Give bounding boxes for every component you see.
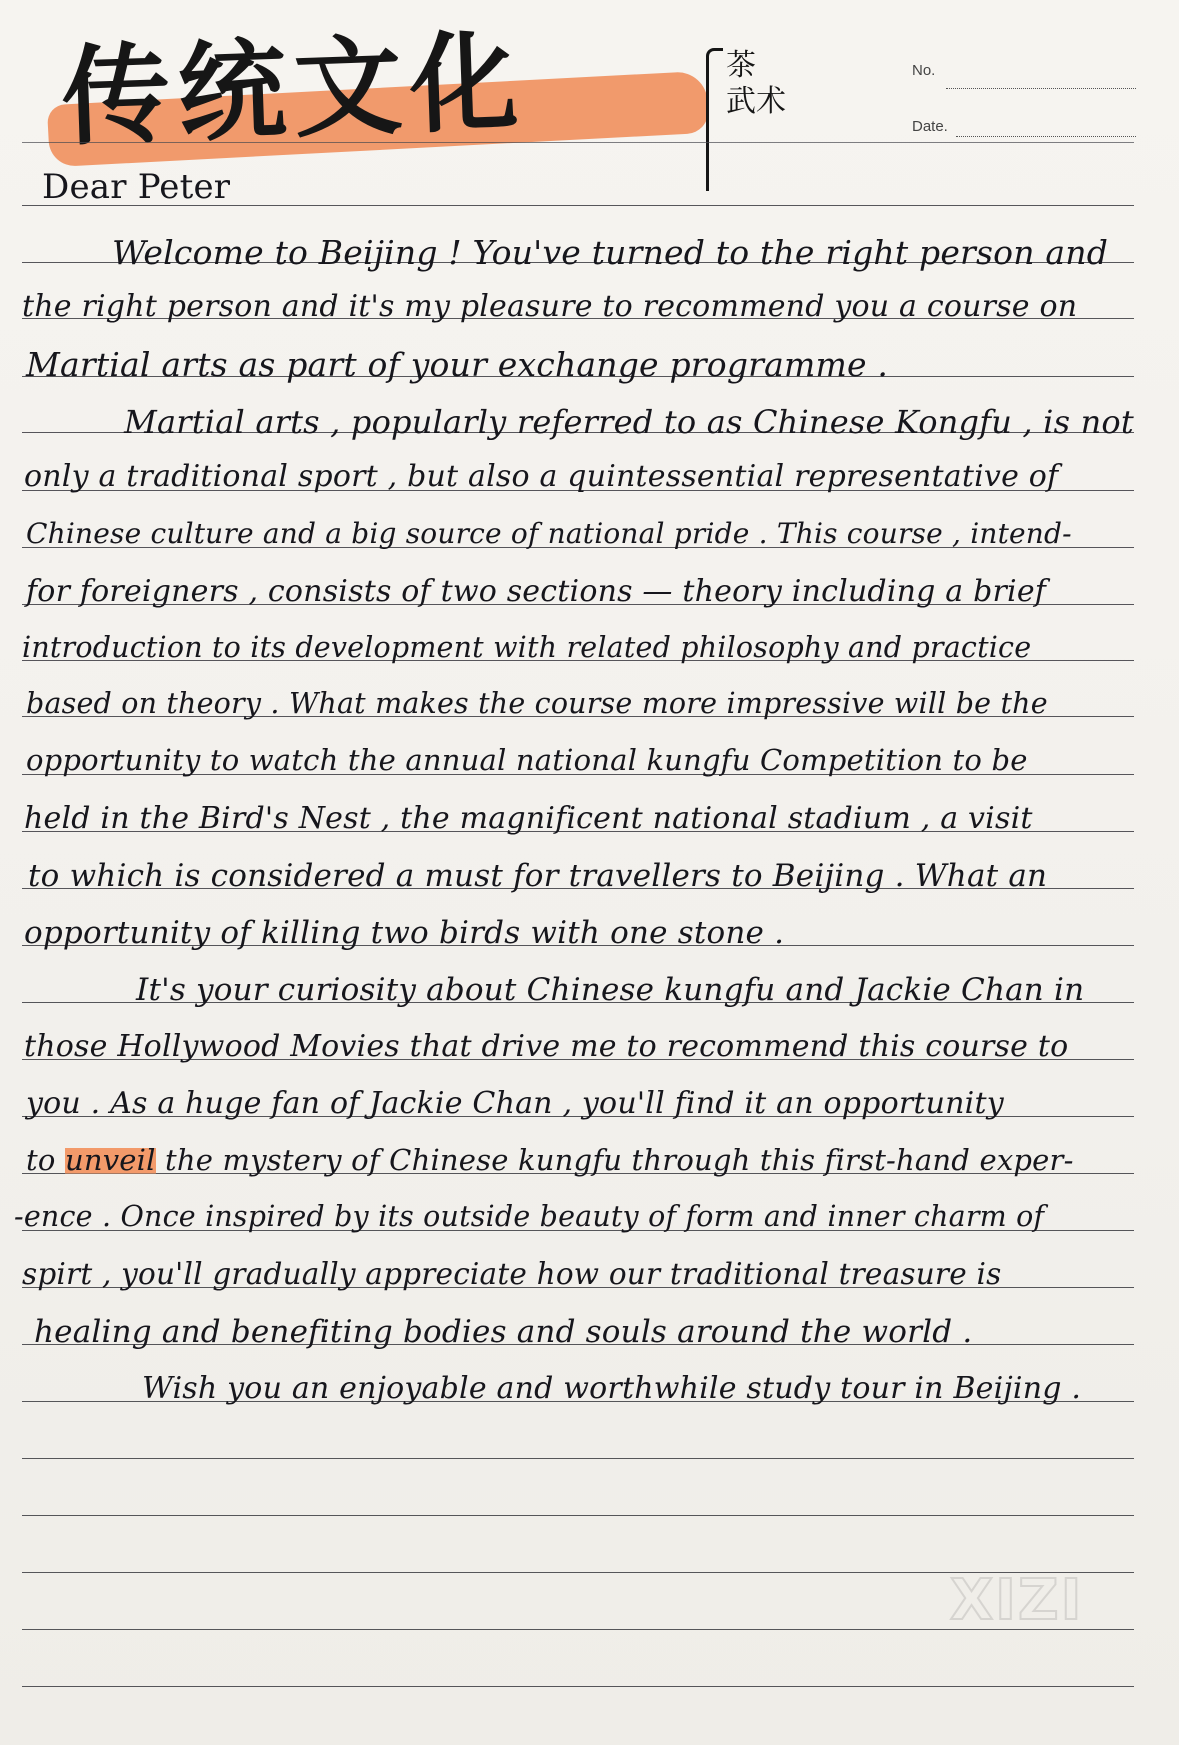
line-17-text: the mystery of Chinese kungfu through this first-hand exper- <box>165 1143 1074 1177</box>
watermark-logo: XIZI <box>950 1568 1084 1633</box>
letter-line-1: Welcome to Beijing ! You've turned to the right person and <box>112 233 1109 272</box>
letter-line-10: opportunity to watch the annual national kungfu Competition to be <box>26 743 1028 777</box>
title-bracket <box>706 48 723 191</box>
letter-line-12: to which is considered a must for travellers to Beijing . What an <box>28 858 1048 894</box>
letter-line-2: the right person and it's my pleasure to recommend you a course on <box>22 289 1078 324</box>
letter-line-19: spirt , you'll gradually appreciate how our traditional treasure is <box>22 1257 1002 1291</box>
page-title: 传统文化 <box>59 18 529 162</box>
ruled-line <box>22 1458 1134 1459</box>
no-label: No. <box>912 62 936 79</box>
letter-line-15: those Hollywood Movies that drive me to recommend this course to <box>24 1029 1069 1064</box>
letter-line-13: opportunity of killing two birds with one stone . <box>24 915 785 951</box>
date-field-line <box>956 136 1136 137</box>
salutation: Dear Peter <box>42 167 231 207</box>
letter-line-17 <box>26 1143 1074 1177</box>
letter-line-14: It's your curiosity about Chinese kungfu and Jackie Chan in <box>136 972 1085 1008</box>
letter-line-4: Martial arts , popularly referred to as Chinese Kongfu , is not <box>124 403 1134 441</box>
letter-line-9: based on theory . What makes the course more impressive will be the <box>26 687 1048 720</box>
topic-item-martial-arts: 武术 <box>726 84 786 119</box>
highlighted-word-unveil: unveil <box>64 1143 156 1177</box>
ruled-line <box>22 1686 1134 1687</box>
letter-line-16: you . As a huge fan of Jackie Chan , you'll find it an opportunity <box>26 1086 1004 1121</box>
date-label: Date. <box>912 118 948 135</box>
no-field-line <box>946 88 1136 89</box>
letter-line-7: for foreigners , consists of two sections — theory including a brief <box>26 574 1047 609</box>
letter-line-8: introduction to its development with related philosophy and practice <box>22 631 1032 664</box>
letter-line-5: only a traditional sport , but also a quintessential representative of <box>24 459 1059 494</box>
letter-line-6: Chinese culture and a big source of national pride . This course , intend- <box>26 517 1072 550</box>
letter-line-11: held in the Bird's Nest , the magnificent national stadium , a visit <box>24 801 1033 836</box>
topic-list <box>726 48 796 120</box>
letter-line-3: Martial arts as part of your exchange programme . <box>26 345 889 384</box>
ruled-line <box>22 1515 1134 1516</box>
letter-line-20: healing and benefiting bodies and souls around the world . <box>34 1314 973 1350</box>
ruled-line <box>22 142 1134 143</box>
header-title-block <box>42 18 742 180</box>
topic-item-tea: 茶 <box>726 48 756 83</box>
line-17-prefix: to <box>26 1143 56 1177</box>
letter-line-21: Wish you an enjoyable and worthwhile study tour in Beijing . <box>142 1371 1082 1406</box>
letter-line-18: -ence . Once inspired by its outside beauty of form and inner charm of <box>14 1200 1045 1233</box>
